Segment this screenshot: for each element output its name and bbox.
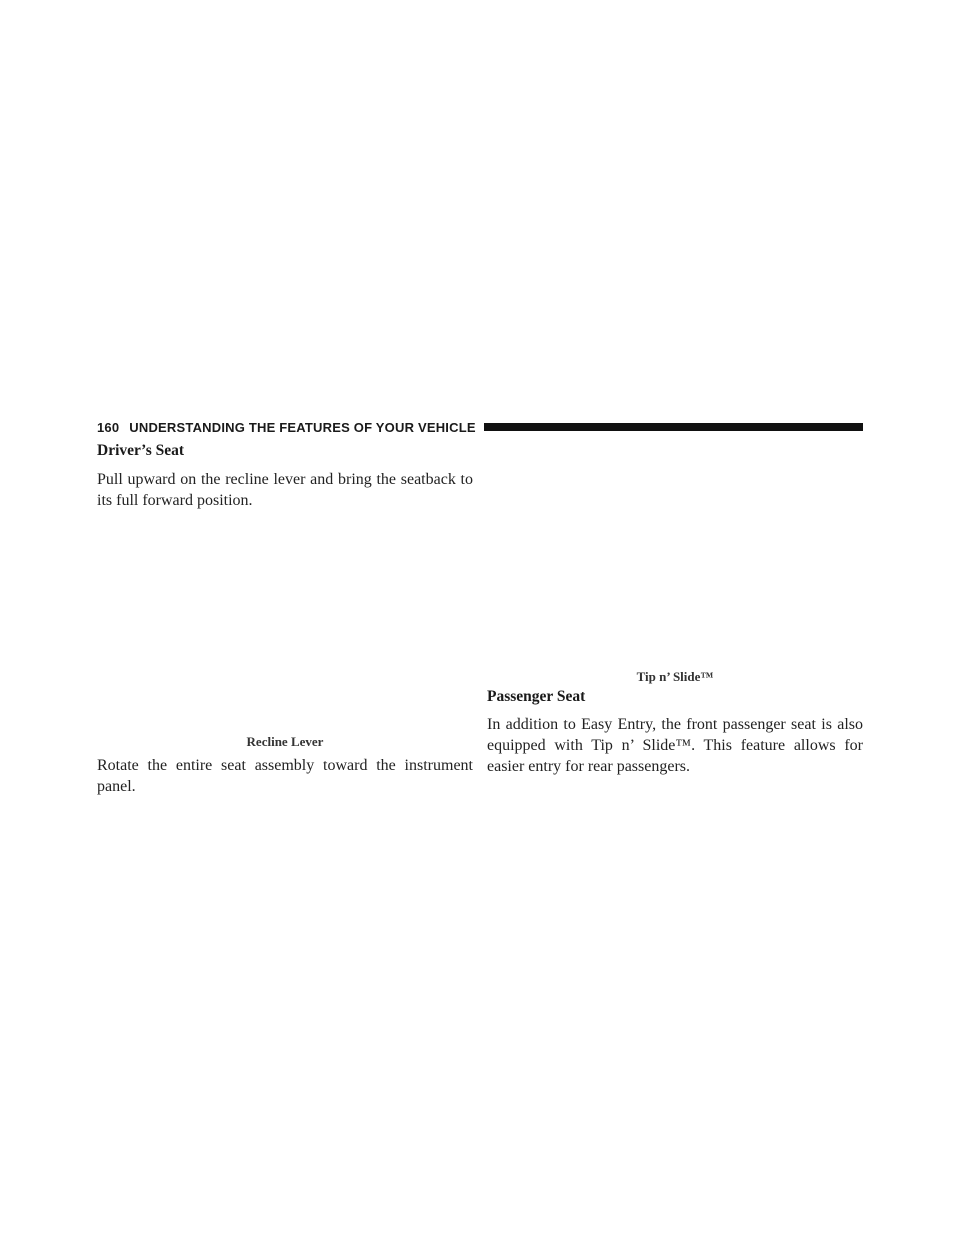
recline-lever-figure (97, 515, 473, 729)
tip-n-slide-figure (487, 442, 863, 668)
drivers-seat-heading: Driver’s Seat (97, 442, 185, 459)
passenger-seat-heading: Passenger Seat (487, 688, 586, 705)
header-rule (484, 423, 863, 431)
section-title: UNDERSTANDING THE FEATURES OF YOUR VEHICLE (129, 419, 476, 435)
page-header (97, 418, 863, 436)
drivers-seat-paragraph-1: Pull upward on the recline lever and bring the seatback to its full forward position. (97, 471, 473, 509)
page-number: 160 (97, 419, 120, 435)
tip-n-slide-caption: Tip n’ Slide™ (636, 669, 714, 684)
recline-lever-caption: Recline Lever (246, 734, 324, 749)
passenger-seat-paragraph-1: In addition to Easy Entry, the front passenger seat is also equipped with Tip n’ Slide™. This feature allows for easier entry for rear passengers. (487, 716, 863, 775)
drivers-seat-paragraph-2: Rotate the entire seat assembly toward the instrument panel. (97, 757, 473, 795)
